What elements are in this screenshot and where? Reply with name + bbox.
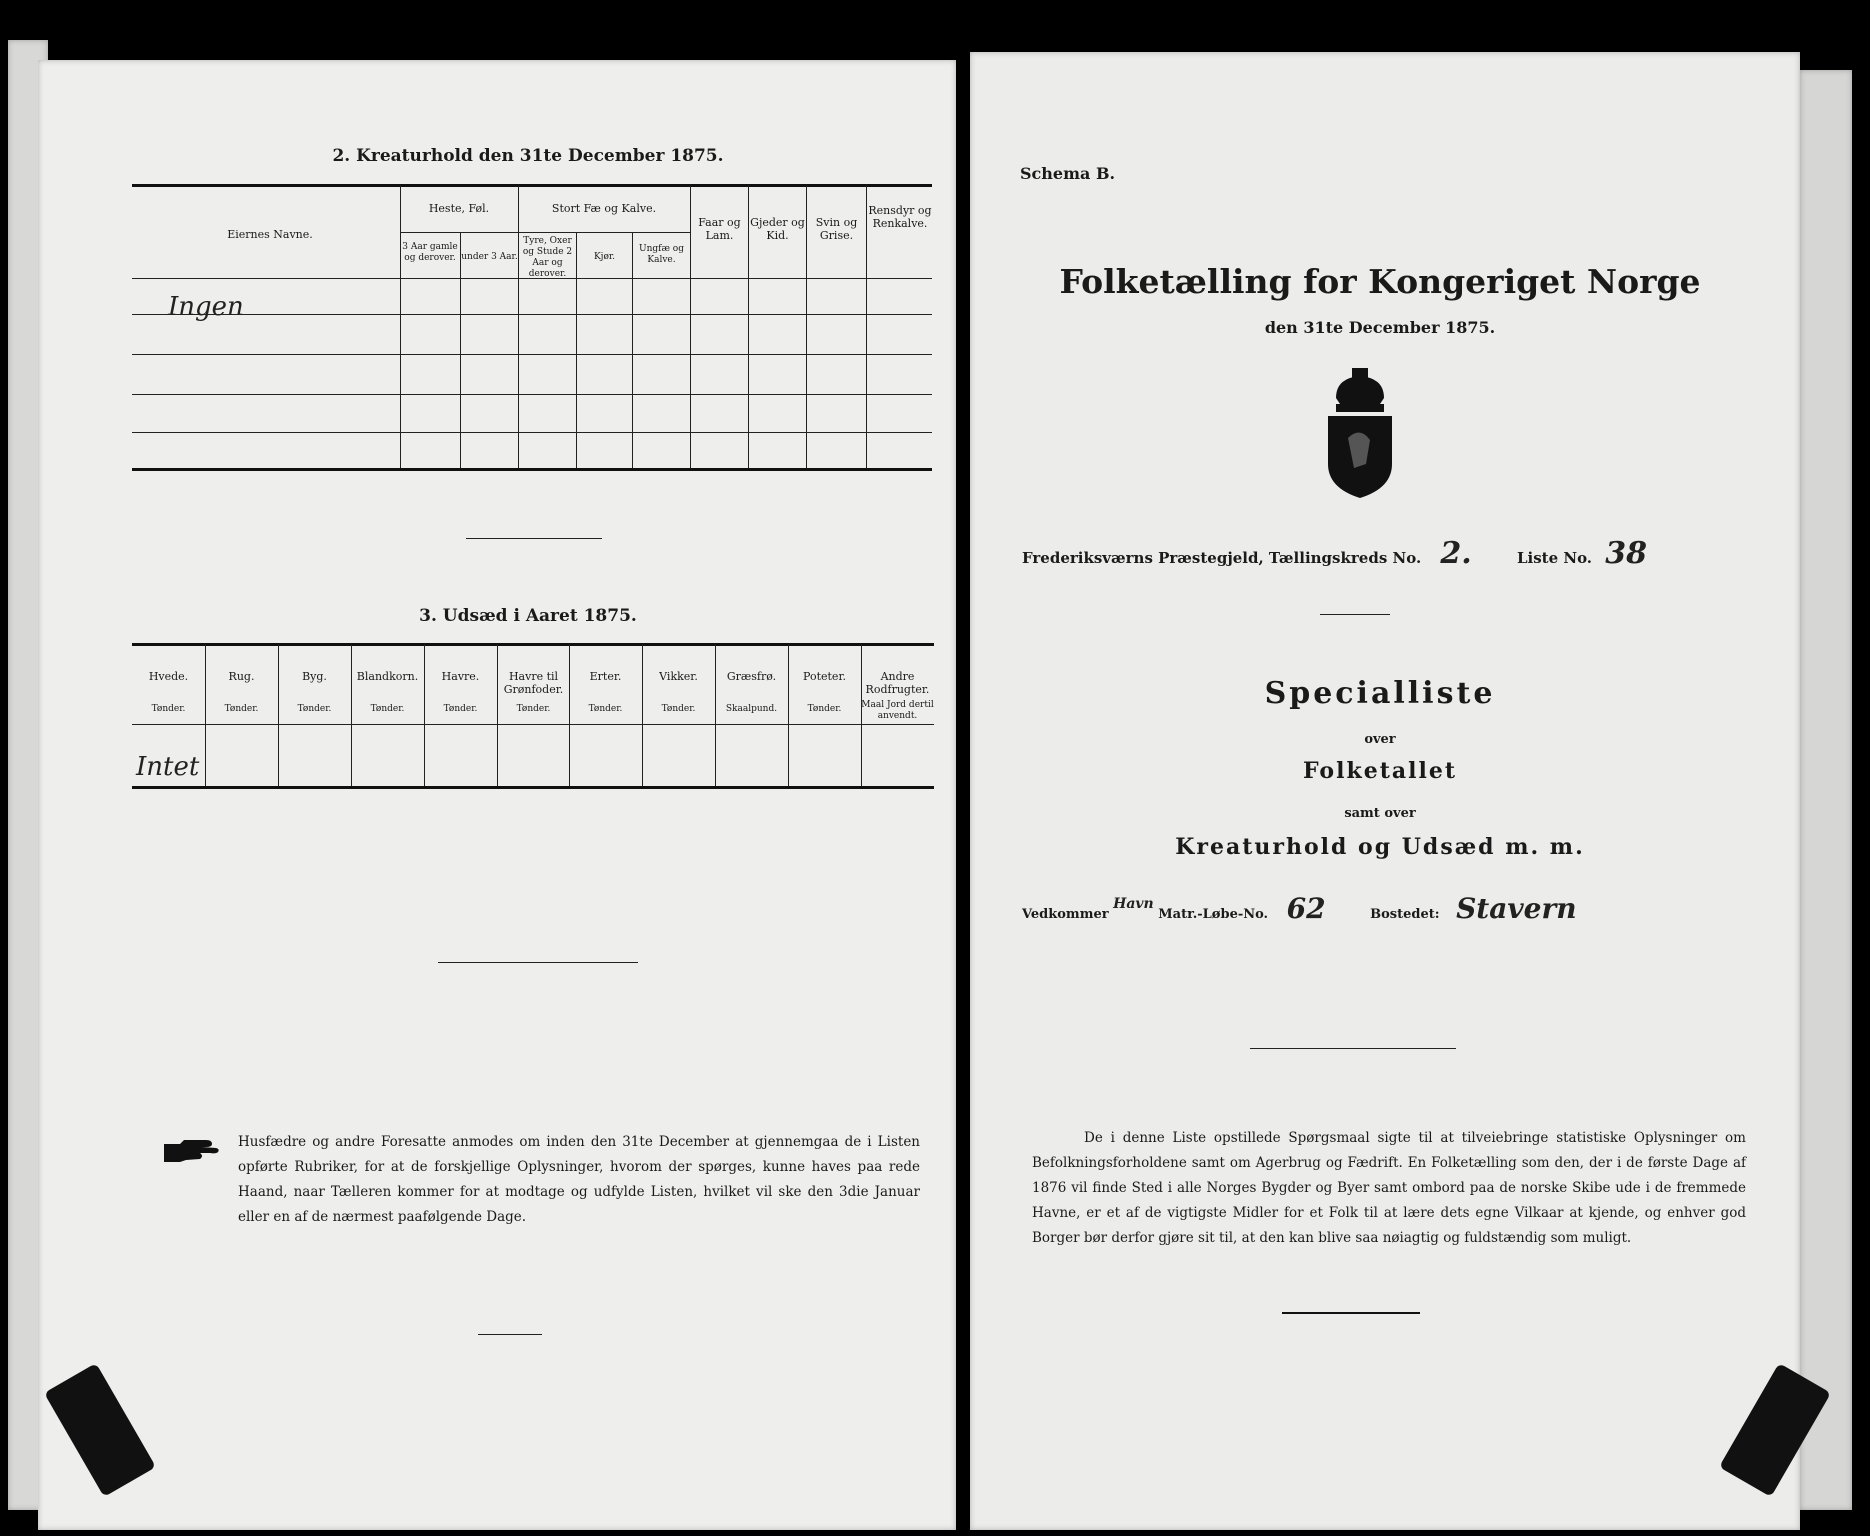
seed-col-unit: Tønder. — [370, 704, 405, 714]
folketallet-heading: Folketallet — [1303, 758, 1457, 784]
seed-col-name: Poteter. — [803, 670, 846, 683]
seed-col-name: Blandkorn. — [356, 670, 419, 683]
faar-col: Faar og Lam. — [698, 216, 741, 242]
rensdyr-col: Rensdyr og Renkalve. — [868, 204, 932, 230]
seed-col-unit: Skaalpund. — [725, 704, 778, 714]
bostedet-label: Bostedet: — [1370, 907, 1440, 922]
owner-header: Eiernes Navne. — [227, 228, 313, 241]
seed-col-name: Havre. — [441, 670, 480, 683]
kreaturhold-heading: Kreaturhold og Udsæd m. m. — [1175, 834, 1585, 860]
seed-col-name: Andre Rodfrugter. — [865, 670, 930, 696]
divider — [1250, 1048, 1456, 1049]
seed-col-unit: Tønder. — [443, 704, 478, 714]
parish-line — [1022, 536, 1647, 571]
kreds-no: 2. — [1440, 536, 1472, 571]
main-title: Folketælling for Kongeriget Norge — [1059, 262, 1701, 301]
divider — [1282, 1312, 1420, 1314]
svin-col: Svin og Grise. — [815, 216, 858, 242]
divider — [478, 1334, 542, 1335]
notice-text: Husfædre og andre Foresatte anmodes om inden den 31te December at gjennemgaa de i Listen opførte Rubriker, for at de forskjellige Oplysninger, hvorom der spørges, kunne haves paa rede Haand, naar Tælleren kommer for at modtage og udfylde Listen, hvilket vil ske den 3die Januar eller en af de nærmest paafølgende Dage. — [238, 1134, 920, 1225]
schema-label: Schema B. — [1020, 164, 1116, 183]
section2-title: 2. Kreaturhold den 31te December 1875. — [332, 146, 724, 166]
seed-col-unit: Tønder. — [297, 704, 332, 714]
liste-label: Liste No. — [1516, 549, 1593, 567]
stortfae-group-header: Stort Fæ og Kalve. — [551, 202, 657, 215]
liste-no: 38 — [1605, 536, 1648, 571]
section3-title: 3. Udsæd i Aaret 1875. — [419, 606, 637, 626]
heste-group-header: Heste, Føl. — [428, 202, 490, 215]
coat-of-arms-icon — [1322, 368, 1398, 504]
matr-line — [1022, 892, 1577, 925]
seed-col-name: Byg. — [302, 670, 327, 683]
seed-col-unit: Tønder. — [224, 704, 259, 714]
seed-row1-entry: Intet — [136, 752, 200, 782]
over-label: over — [1364, 732, 1396, 747]
matr-label: Matr.-Løbe-No. — [1158, 907, 1269, 922]
fae-col-c: Ungfæ og Kalve. — [639, 244, 684, 265]
bostedet-value: Stavern — [1456, 892, 1577, 925]
right-page-edge — [1800, 70, 1852, 1510]
pointing-hand-icon — [162, 1136, 220, 1170]
divider — [466, 538, 602, 539]
matr-no: 62 — [1286, 892, 1326, 925]
seed-col-unit: Tønder. — [151, 704, 186, 714]
heste-col-a: 3 Aar gamle og derover. — [402, 242, 458, 263]
divider — [438, 962, 638, 963]
gjeder-col: Gjeder og Kid. — [750, 216, 805, 242]
seed-col-name: Erter. — [589, 670, 622, 683]
seed-col-name: Rug. — [228, 670, 255, 683]
seed-col-name: Hvede. — [148, 670, 189, 683]
vedkommer-label: Vedkommer — [1022, 907, 1109, 922]
fae-col-b: Kjør. — [593, 252, 616, 262]
seed-col-name: Græsfrø. — [726, 670, 777, 683]
parish-label: Frederiksværns Præstegjeld, Tællingskreds No. — [1022, 549, 1422, 567]
fae-col-a: Tyre, Oxer og Stude 2 Aar og derover. — [522, 236, 573, 279]
vedkommer-hand: Havn — [1113, 896, 1154, 912]
samt-over-label: samt over — [1344, 806, 1416, 821]
intro-paragraph: De i denne Liste opstillede Spørgsmaal sigte til at tilveiebringe statistiske Oplysninger om Befolkningsforholdene samt om Agerbrug og Fædrift. En Folketælling som den, der i de første Dage af 1876 vil finde Sted i alle Norges Bygder og Byer samt ombord paa de norske Skibe ude i de fremmede Havne, er et af de vigtigste Midler for et Folk til at lære dets egne Vilkaar at kjende, og enhver god Borger bør derfor gjøre sit til, at den kan blive saa nøiagtig og fuldstændig som muligt. — [1032, 1130, 1746, 1246]
seed-col-unit: Maal Jord dertil anvendt. — [861, 700, 934, 721]
specialliste-heading: Specialliste — [1264, 676, 1496, 711]
seed-col-name: Vikker. — [659, 670, 698, 683]
left-page — [38, 60, 956, 1530]
seed-col-unit: Tønder. — [588, 704, 623, 714]
seed-col-unit: Tønder. — [661, 704, 696, 714]
heste-col-b: under 3 Aar. — [461, 252, 518, 262]
divider — [1320, 614, 1390, 615]
seed-col-name: Havre til Grønfoder. — [503, 670, 564, 696]
seed-col-unit: Tønder. — [807, 704, 842, 714]
seed-col-unit: Tønder. — [516, 704, 551, 714]
date-line: den 31te December 1875. — [1264, 318, 1496, 337]
livestock-row1-entry: Ingen — [168, 292, 244, 322]
